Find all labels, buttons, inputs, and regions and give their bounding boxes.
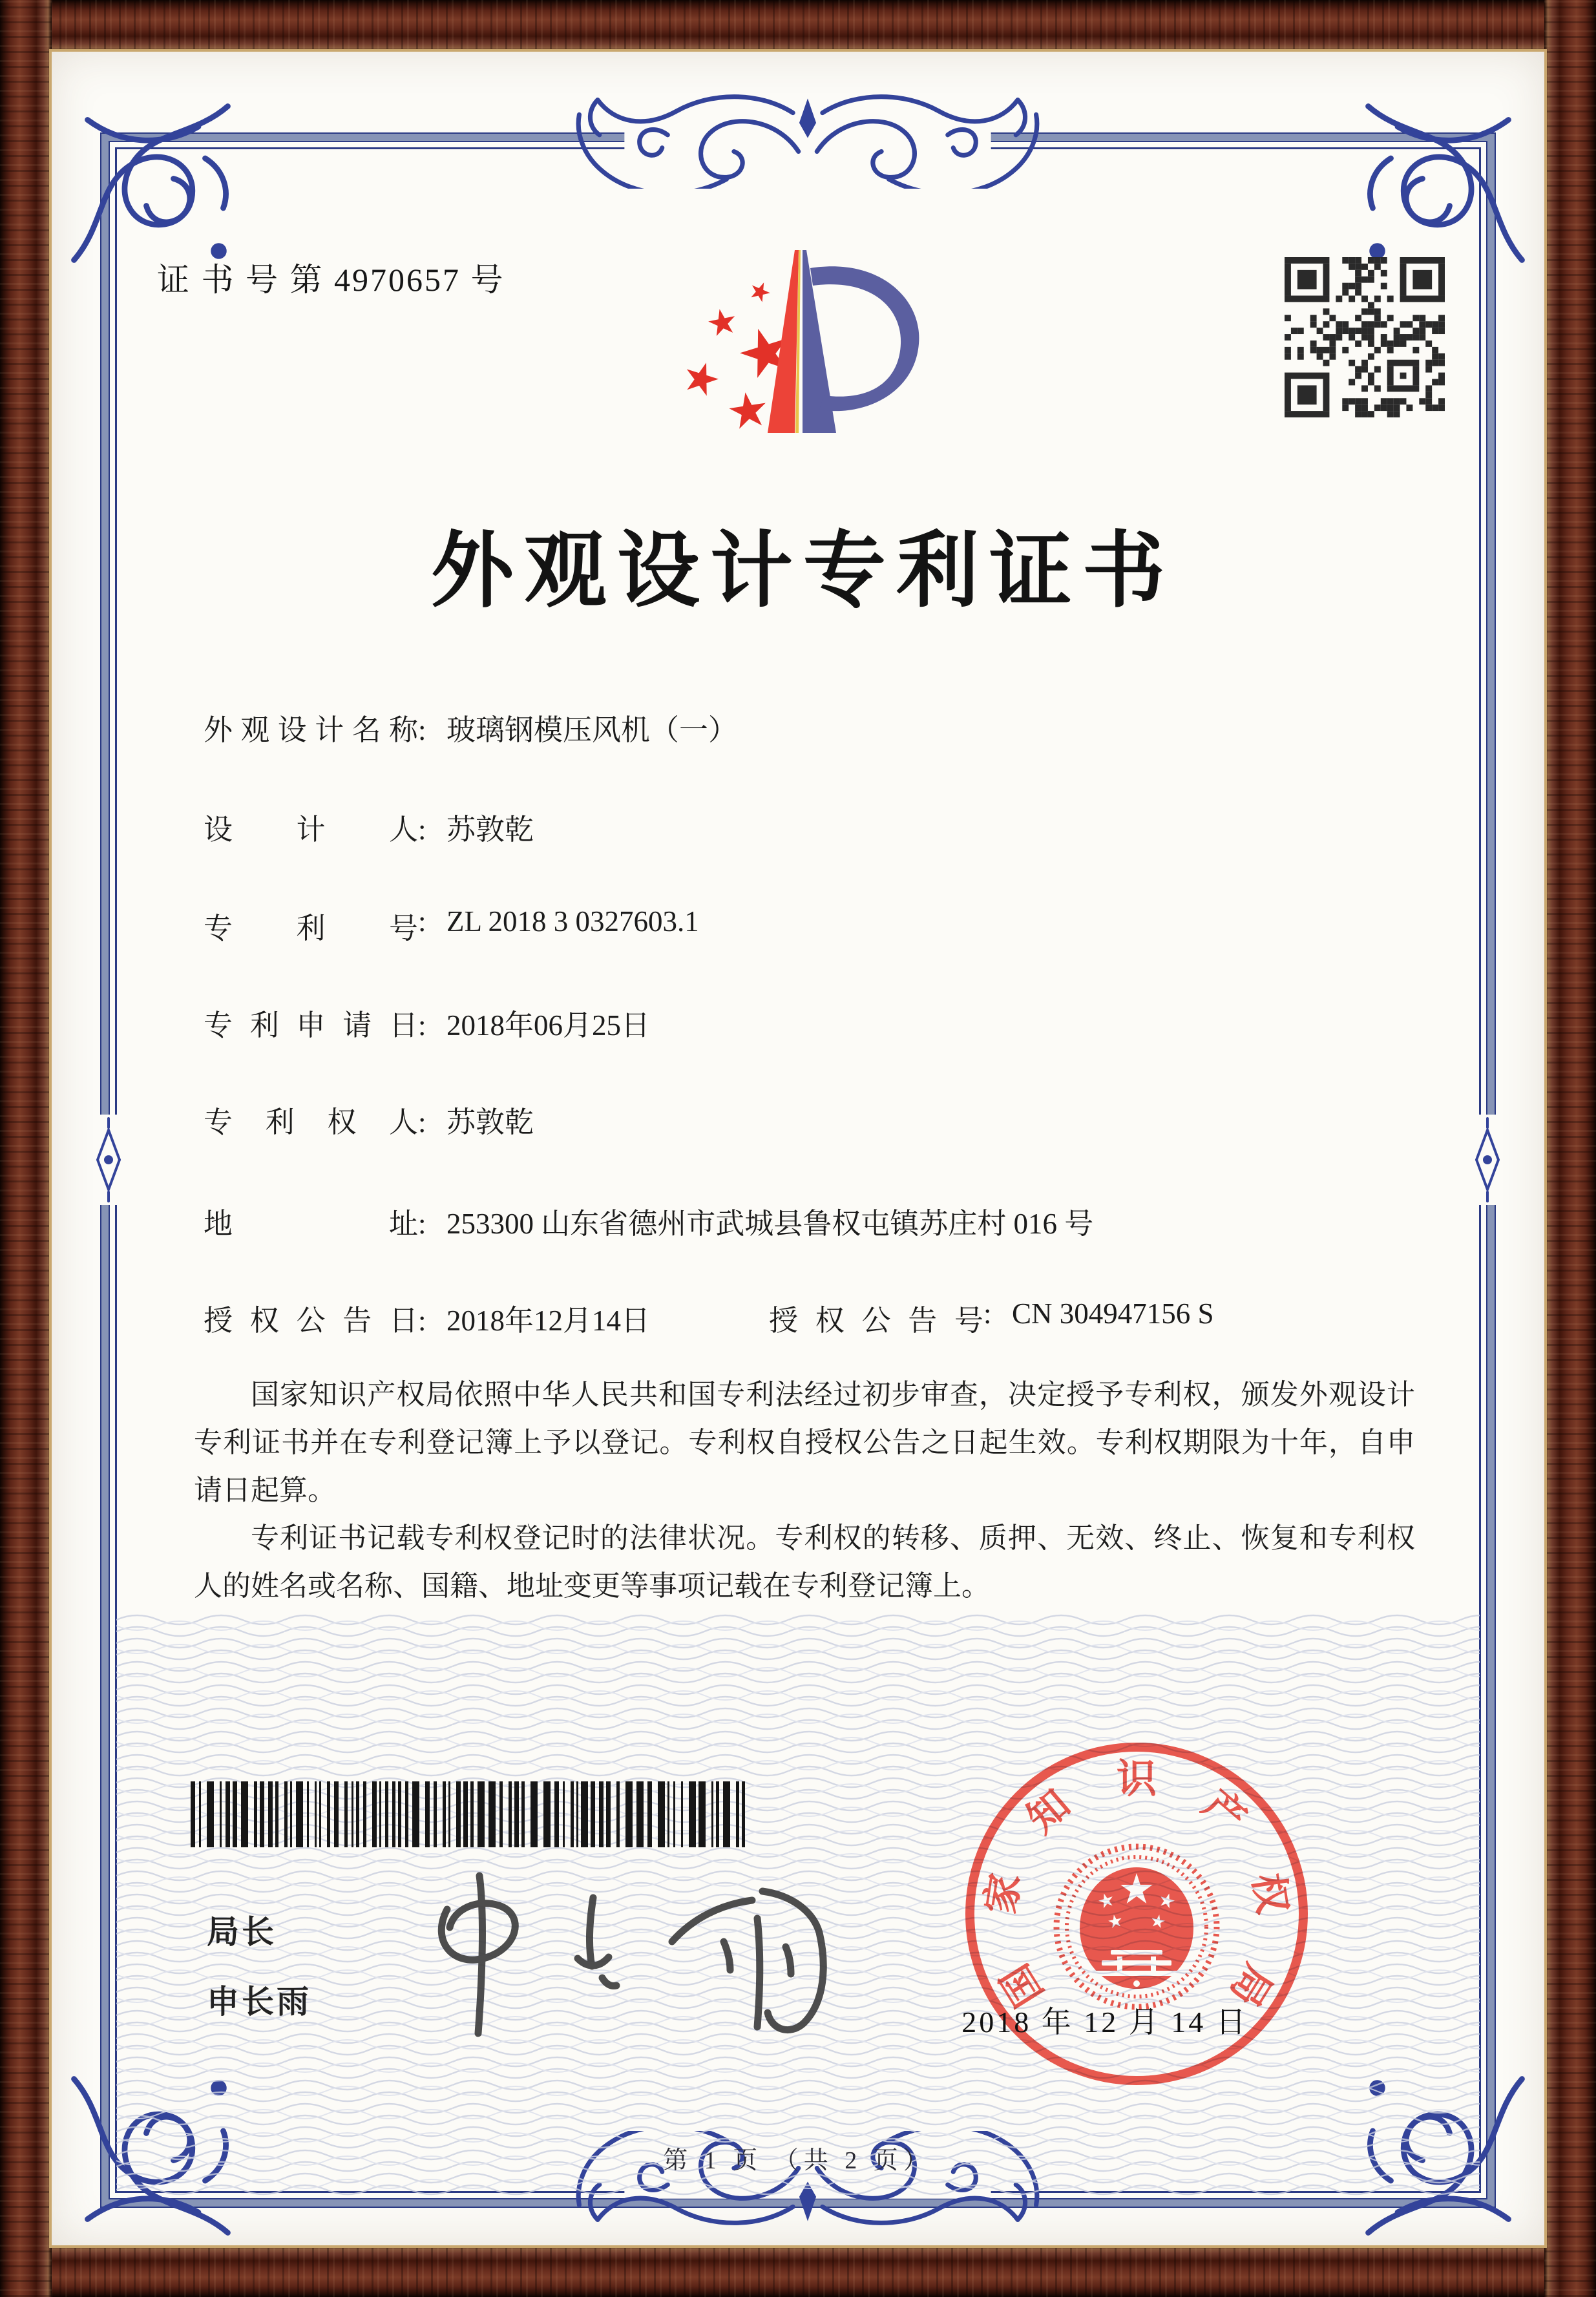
field-row-filing-date: 专利申请日: 2018年06月25日 (204, 1002, 650, 1044)
field-label: 地址 (204, 1208, 418, 1240)
legal-text (194, 1371, 1415, 1610)
grant-number-group: 授权公告号: CN 304947156 S (769, 1297, 1214, 1339)
svg-text:局: 局 (1221, 1956, 1280, 2014)
field-label: 设计人 (204, 813, 418, 846)
svg-text:权: 权 (1244, 1870, 1294, 1917)
svg-text:知: 知 (1019, 1782, 1079, 1842)
logo-red-wedge (768, 250, 799, 433)
field-label: 外观设计名称 (204, 714, 418, 746)
field-label: 专利申请日 (204, 1009, 418, 1042)
signature (310, 1864, 885, 2045)
corner-ornament-top-right (1357, 90, 1538, 271)
field-row-patent-number: 专利号: ZL 2018 3 0327603.1 (204, 905, 699, 947)
svg-text:国: 国 (993, 1956, 1052, 2014)
qr-code (1285, 257, 1445, 417)
seal-date: 2018 年 12 月 14 日 (961, 2006, 1248, 2039)
page-title: 外观设计专利证书 (430, 525, 1175, 617)
field-label: 授权公告号 (769, 1305, 983, 1337)
director-name: 申长雨 (207, 1984, 311, 2020)
page-footer: 第 1 页 （共 2 页） (663, 2147, 933, 2174)
seal-emblem (1056, 1847, 1217, 2007)
field-label: 授权公告日 (204, 1305, 418, 1337)
field-row-grant (204, 1297, 1214, 1339)
field-value: CN 304947156 S (1012, 1297, 1214, 1330)
certificate-number: 证 书 号 第 4970657 号 (157, 262, 505, 298)
field-row-design-name: 外观设计名称: 玻璃钢模压风机（一） (204, 706, 737, 748)
corner-ornament-top-left (58, 90, 239, 271)
svg-text:家: 家 (979, 1870, 1029, 1917)
ornament-right-mid (1465, 1115, 1510, 1205)
svg-text:产: 产 (1194, 1782, 1254, 1842)
wood-frame-bottom (0, 2245, 1596, 2297)
paragraph-1: 国家知识产权局依照中华人民共和国专利法经过初步审查，决定授予专利权，颁发外观设计专利证书并在专利登记簿上予以登记。专利权自授权公告之日起生效。专利权期限为十年，自申请日起算。 (194, 1379, 1415, 1506)
wood-frame-top (0, 0, 1596, 52)
field-value: ZL 2018 3 0327603.1 (446, 905, 699, 938)
flourish-top-center (572, 85, 1044, 189)
field-row-patentee: 专利权人: 苏敦乾 (204, 1098, 534, 1140)
ornament-left-mid (86, 1115, 131, 1205)
field-value: 253300 山东省德州市武城县鲁权屯镇苏庄村 016 号 (446, 1208, 1094, 1240)
paragraph-2: 专利证书记载专利权登记时的法律状况。专利权的转移、质押、无效、终止、恢复和专利权人的姓名或名称、国籍、地址变更等事项记载在专利登记簿上。 (194, 1522, 1415, 1602)
wood-frame-right (1544, 0, 1596, 2297)
field-value: 玻璃钢模压风机（一） (446, 714, 738, 746)
field-label: 专利号 (204, 912, 418, 945)
field-value: 2018年06月25日 (446, 1009, 651, 1042)
director-title: 局长 (207, 1914, 277, 1950)
cnipa-logo (666, 247, 924, 441)
field-row-designer: 设计人: 苏敦乾 (204, 806, 534, 848)
field-value: 2018年12月14日 (446, 1305, 651, 1337)
svg-text:识: 识 (1116, 1757, 1157, 1801)
field-value: 苏敦乾 (446, 813, 534, 846)
wood-frame-left (0, 0, 52, 2297)
field-value: 苏敦乾 (446, 1106, 534, 1138)
field-label: 专利权人 (204, 1106, 418, 1138)
field-row-address: 地址: 253300 山东省德州市武城县鲁权屯镇苏庄村 016 号 (204, 1200, 1093, 1242)
barcode (191, 1781, 753, 1847)
grant-date-group: 授权公告日: 2018年12月14日 (204, 1305, 650, 1337)
